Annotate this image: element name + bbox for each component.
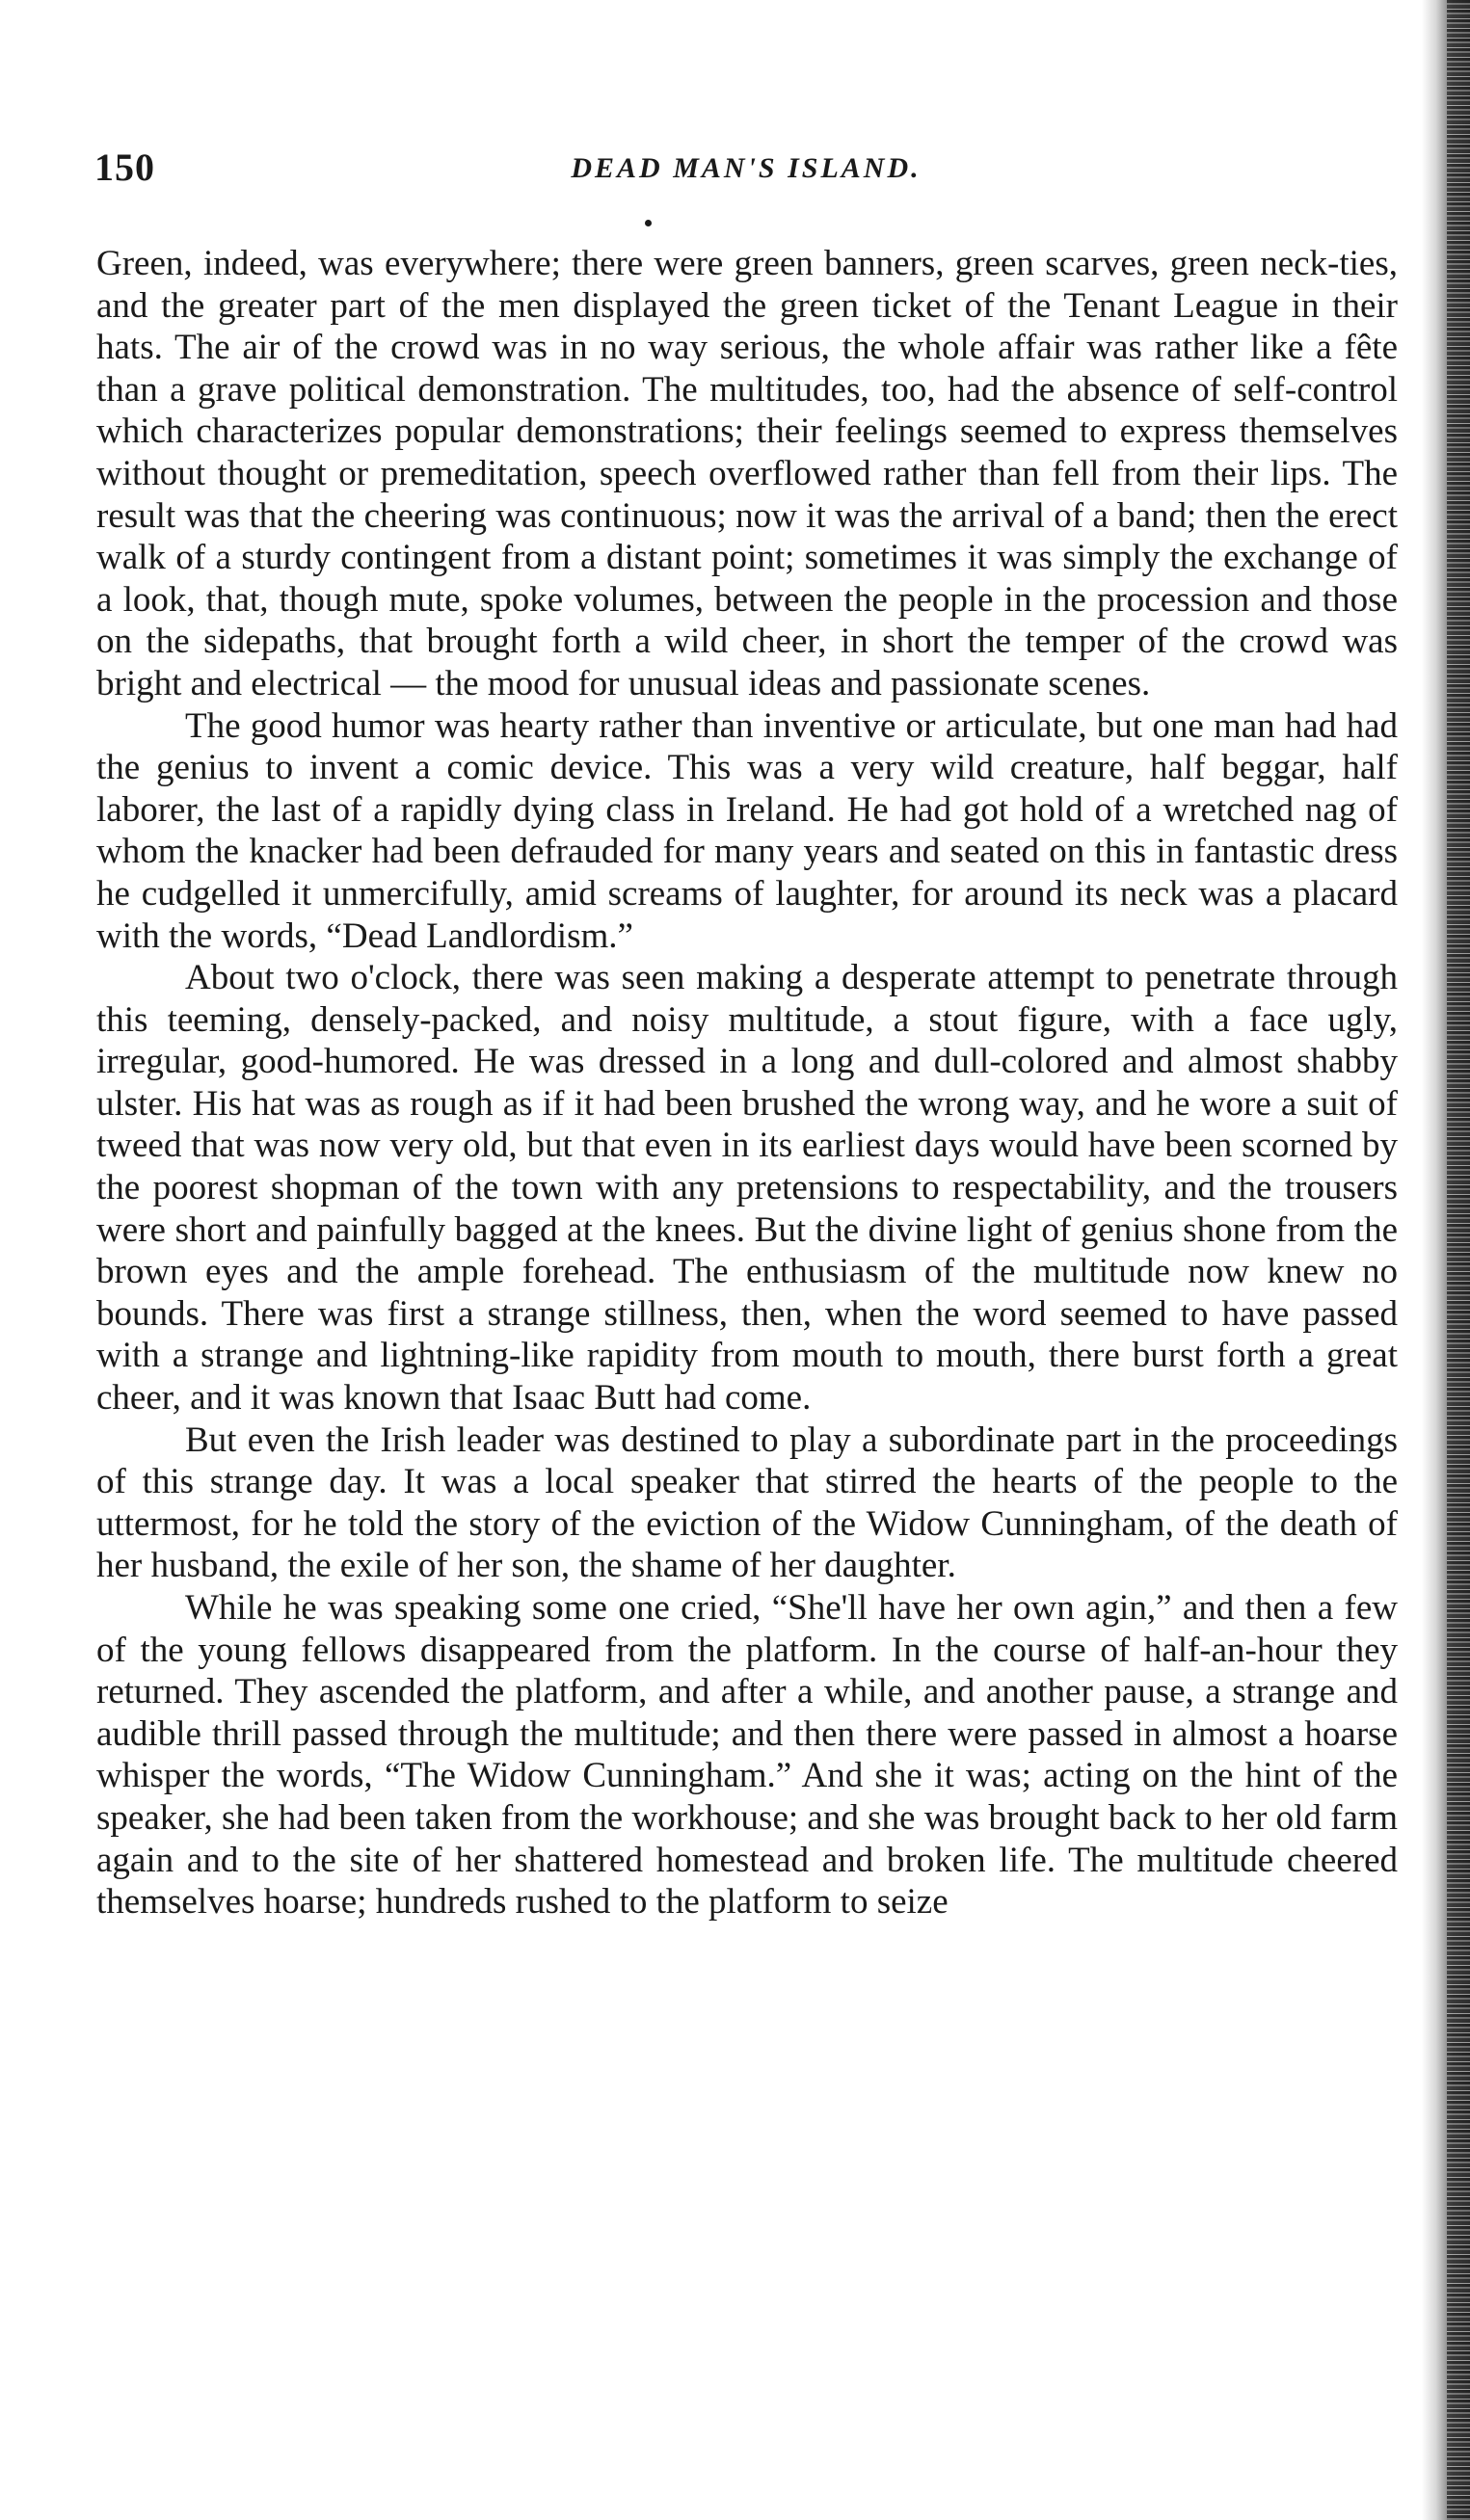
paragraph: About two o'clock, there was seen making a desperate attempt to penetrate through this teeming, densely-packed, and noisy multitude, a stout figure, with a face ugly, irregular, good-humored. He was dressed in a long and dull-colored and almost shabby ulster. His hat was as rough as if it had been brushed the wrong way, and he wore a suit of tweed that was now very old, but that even in its earliest days would have been scorned by the poorest shopman of the town with any pretensions to respectability, and the trousers were short and painfully bagged at the knees. But the divine light of genius shone from the brown eyes and the ample forehead. The enthusiasm of the multitude now knew no bounds. There was first a strange stillness, then, when the word seemed to have passed with a strange and lightning-like rapidity from mouth to mouth, there burst forth a great cheer, and it was known that Isaac Butt had come. bbox=[96, 958, 1398, 1419]
paragraph: While he was speaking some one cried, “She'll have her own agin,” and then a few of the young fellows disappeared from the platform. In the course of half-an-hour they returned. They ascended the platform, and after a while, and another pause, a strange and audible thrill passed through the multitude; and then there were passed in almost a hoarse whisper the words, “The Widow Cunningham.” And she it was; acting on the hint of the speaker, she had been taken from the workhouse; and she was brought back to her old farm again and to the site of her shattered homestead and broken life. The multitude cheered themselves hoarse; hundreds rushed to the platform to seize bbox=[96, 1588, 1398, 1923]
paragraph: Green, indeed, was everywhere; there were green banners, green scarves, green neck-ties, and the greater part of the men displayed the green ticket of the Tenant League in their hats. The air of the crowd was in no way serious, the whole affair was rather like a fête than a grave political demonstration. The multitudes, too, had the absence of self-control which characterizes popular demonstrations; their feelings seemed to express themselves without thought or premeditation, speech overflowed rather than fell from their lips. The result was that the cheering was continuous; now it was the arrival of a band; then the erect walk of a sturdy contingent from a distant point; sometimes it was simply the exchange of a look, that, though mute, spoke volumes, between the people in the procession and those on the sidepaths, that brought forth a wild cheer, in short the temper of the crowd was bright and electrical — the mood for unusual ideas and passionate scenes. bbox=[96, 244, 1398, 703]
ink-dot bbox=[645, 220, 652, 226]
body-text bbox=[96, 243, 1398, 1923]
page-edge-fray bbox=[1447, 0, 1470, 2520]
page-number: 150 bbox=[94, 146, 155, 189]
paragraph: But even the Irish leader was destined to play a subordinate part in the proceedings of this strange day. It was a local speaker that stirred the hearts of the people to the uttermost, for he told the story of the eviction of the Widow Cunningham, of the death of her husband, the exile of her son, the shame of her daughter. bbox=[96, 1419, 1398, 1586]
running-head: DEAD MAN'S ISLAND. bbox=[571, 152, 922, 184]
paragraph: The good humor was hearty rather than inventive or articulate, but one man had had the genius to invent a comic device. This was a very wild creature, half beggar, half laborer, the last of a rapidly dying class in Ireland. He had got hold of a wretched nag of whom the knacker had been defrauded for many years and seated on this in fantastic dress he cudgelled it unmercifully, amid screams of laughter, for around its neck was a placard with the words, “Dead Landlordism.” bbox=[96, 705, 1398, 956]
page-header bbox=[94, 145, 1398, 202]
